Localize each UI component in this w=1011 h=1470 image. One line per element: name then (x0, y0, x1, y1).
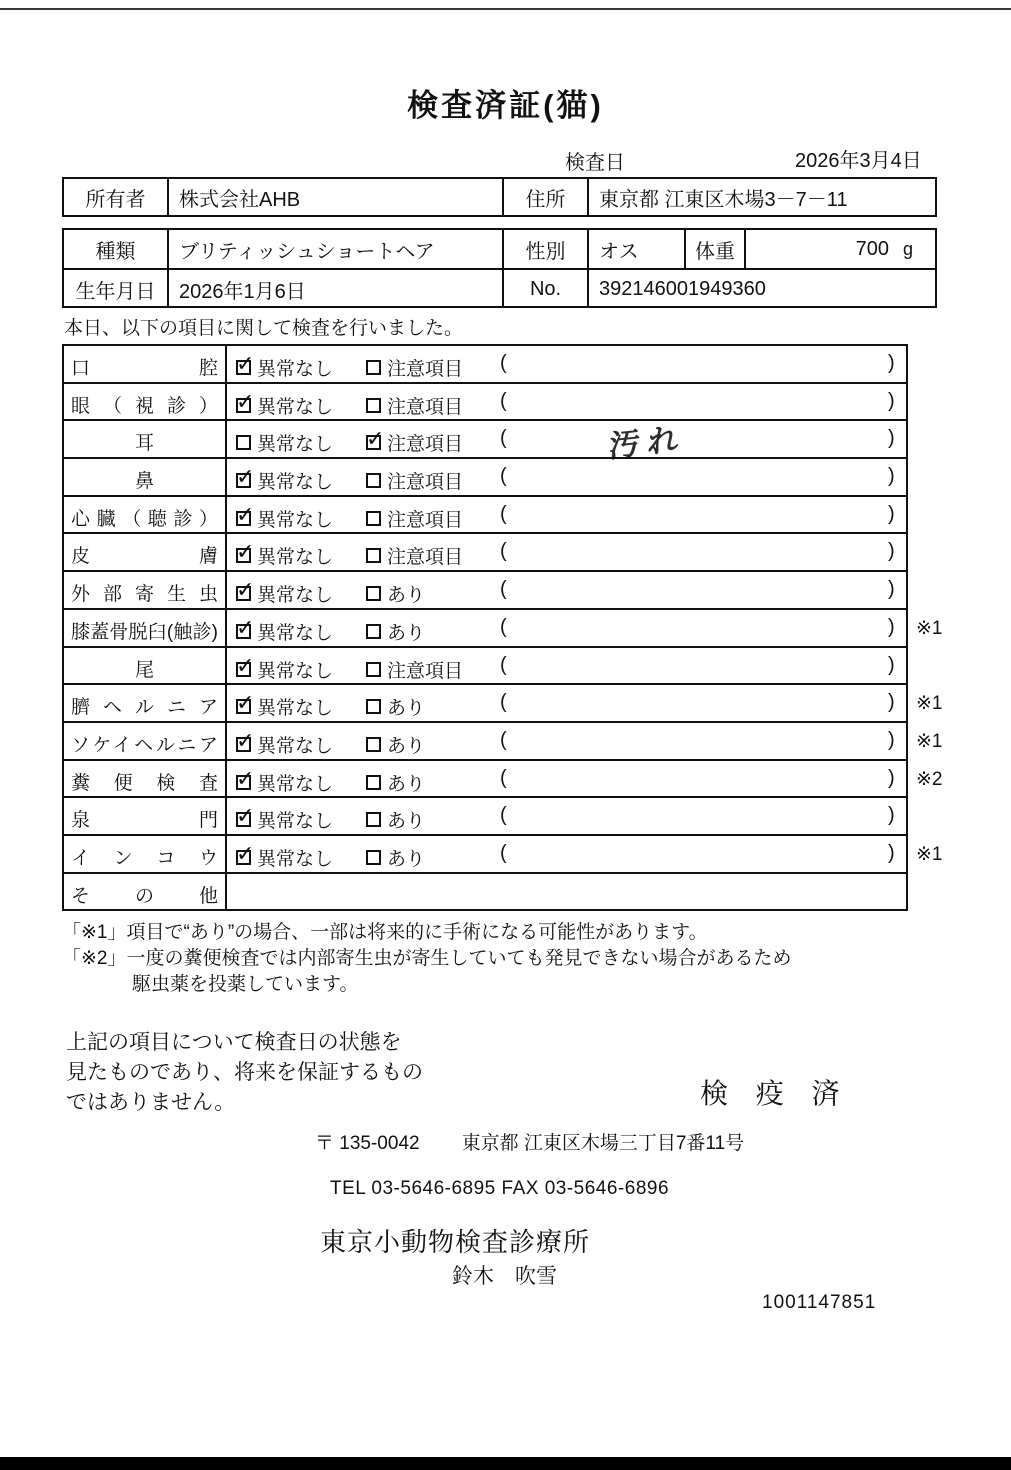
check-mark-icon: ✓ (236, 577, 255, 603)
pet-info-row-1 (64, 230, 935, 268)
checklist-item-label: 耳 (64, 421, 227, 457)
checklist-item-label: 膝蓋骨脱臼(触診) (64, 610, 227, 646)
checkbox-checked-icon (236, 727, 255, 753)
unchecked-checkbox-group (366, 769, 425, 796)
checkbox-empty-icon (366, 662, 381, 677)
checklist-row (64, 459, 906, 497)
checklist-row (64, 798, 906, 836)
checkbox-label: あり (387, 735, 426, 757)
unchecked-checkbox-group (366, 806, 425, 833)
checklist-row (64, 346, 906, 384)
checked-checkbox-group (236, 351, 334, 381)
close-paren: ) (888, 427, 895, 450)
checkbox-checked-icon (366, 426, 385, 452)
checked-checkbox-group (236, 501, 334, 532)
checked-checkbox-group (366, 426, 464, 456)
checkbox-label: 異常なし (257, 660, 334, 682)
close-paren: ) (888, 502, 895, 525)
checklist-item-label: 外部寄生虫 (64, 572, 227, 608)
unchecked-checkbox-group (366, 580, 425, 607)
page-title: 検査済証(猫) (407, 88, 604, 123)
checklist-row (64, 534, 906, 572)
checkbox-label: 異常なし (257, 773, 334, 795)
checklist-row (64, 610, 943, 648)
checkbox-checked-icon (236, 690, 255, 716)
clinic-name: 東京小動物検査診療所 (320, 1227, 591, 1257)
checklist-item-label: 尾 (64, 648, 227, 684)
close-paren: ) (888, 578, 895, 601)
unchecked-checkbox-group (366, 542, 463, 569)
checklist-row (64, 685, 943, 723)
unchecked-checkbox-group (366, 467, 463, 494)
checklist-item-label: 口腔 (64, 346, 227, 382)
close-paren: ) (888, 540, 895, 563)
checkbox-label: 注意項目 (387, 434, 464, 456)
checked-checkbox-group (236, 577, 334, 607)
checked-checkbox-group (236, 765, 334, 796)
checkbox-label: 注意項目 (387, 472, 464, 494)
footnote-ref: ※1 (916, 617, 943, 639)
checklist-row (64, 572, 906, 610)
owner-label: 所有者 (85, 188, 146, 211)
checked-checkbox-group (236, 840, 334, 871)
sex-label: 性別 (502, 230, 587, 268)
check-mark-icon: ✓ (236, 351, 255, 376)
checklist-item-label: ソケイヘルニア (64, 723, 227, 759)
serial-number: 1001147851 (762, 1292, 877, 1313)
breed-value: ブリティッシュショートヘア (167, 230, 502, 268)
weight-label: 体重 (684, 230, 744, 268)
microchip-no-value: 392146001949360 (587, 270, 935, 308)
open-paren: ( (500, 389, 507, 412)
disclaimer-line-3: ではありません。 (66, 1091, 236, 1114)
checkbox-label: 異常なし (257, 509, 334, 531)
checklist-item-label: 臍ヘルニア (64, 685, 227, 721)
check-mark-icon: ✓ (236, 803, 255, 829)
tel-fax-line: TEL 03-5646-6895 FAX 03-5646-6896 (330, 1178, 670, 1199)
checklist-table (62, 344, 943, 911)
weight-unit: g (902, 238, 913, 259)
unchecked-checkbox-group (366, 618, 425, 645)
open-paren: ( (500, 766, 507, 789)
check-mark-icon: ✓ (236, 765, 255, 791)
checklist-row (64, 384, 906, 422)
checkbox-empty-icon (366, 360, 381, 375)
open-paren: ( (500, 804, 507, 827)
handwritten-note: 汚れ (607, 421, 688, 466)
check-mark-icon: ✓ (236, 539, 255, 565)
veterinarian-name: 鈴木 吹雪 (452, 1265, 557, 1288)
checklist-item-label: 泉門 (64, 798, 227, 834)
checkbox-checked-icon (236, 803, 255, 829)
checklist-item-label: 眼（視診） (64, 384, 227, 420)
checked-checkbox-group (236, 464, 334, 494)
weight-value-cell (744, 230, 935, 268)
checklist-row (64, 421, 906, 466)
checkbox-empty-icon (366, 812, 381, 827)
check-mark-icon: ✓ (236, 652, 255, 678)
quarantine-passed-stamp: 検 疫 済 (700, 1078, 850, 1109)
checked-checkbox-group (236, 727, 334, 758)
open-paren: ( (500, 427, 507, 450)
checklist-item-label: 心臓（聴診） (64, 497, 227, 533)
inspection-date-label: 検査日 (565, 152, 625, 174)
footnote-ref: ※1 (916, 693, 943, 715)
close-paren: ) (888, 465, 895, 488)
checkbox-empty-icon (366, 775, 381, 790)
checked-checkbox-group (236, 652, 334, 683)
checkbox-checked-icon (236, 614, 255, 640)
clinic-address-line (315, 1128, 744, 1155)
open-paren: ( (500, 352, 507, 374)
footnote-ref: ※1 (916, 730, 943, 752)
open-paren: ( (500, 502, 507, 525)
checkbox-checked-icon (236, 840, 255, 866)
checkbox-label: 異常なし (257, 396, 334, 418)
intro-text: 本日、以下の項目に関して検査を行いました。 (64, 318, 464, 339)
check-mark-icon: ✓ (236, 727, 255, 753)
checkbox-checked-icon (236, 351, 255, 376)
checkbox-label: 異常なし (257, 434, 334, 456)
checkbox-checked-icon (236, 464, 255, 490)
checkbox-label: 注意項目 (387, 359, 464, 380)
footnote-2-continued: 駆虫薬を投薬しています。 (132, 974, 359, 995)
unchecked-checkbox-group (366, 505, 463, 532)
checklist-row (64, 648, 906, 686)
checkbox-checked-icon (236, 501, 255, 527)
checklist-row (64, 874, 906, 912)
footnote-ref: ※1 (916, 843, 943, 865)
close-paren: ) (888, 691, 895, 714)
disclaimer-line-1: 上記の項目について検査日の状態を (66, 1031, 402, 1054)
checkbox-label: 異常なし (257, 848, 334, 870)
checklist-row (64, 761, 943, 799)
checkbox-checked-icon (236, 652, 255, 678)
checkbox-label: 異常なし (257, 547, 334, 569)
check-mark-icon: ✓ (236, 501, 255, 527)
footnote-2: 「※2」一度の糞便検査では内部寄生虫が寄生していても発見できない場合があるため (62, 948, 792, 969)
checked-checkbox-group (236, 614, 334, 645)
birthdate-label: 生年月日 (75, 280, 156, 303)
checkbox-label: 異常なし (257, 811, 334, 833)
checkbox-label: 注意項目 (387, 547, 464, 569)
check-mark-icon: ✓ (236, 464, 255, 490)
close-paren: ) (888, 766, 895, 789)
checkbox-empty-icon (366, 624, 381, 639)
address-label: 住所 (502, 179, 587, 215)
clinic-address: 東京都 江東区木場三丁目7番11号 (461, 1133, 745, 1154)
birthdate-value: 2026年1月6日 (167, 270, 502, 308)
open-paren: ( (500, 465, 507, 488)
checkbox-empty-icon (366, 850, 381, 865)
checkbox-label: 異常なし (257, 585, 334, 607)
unchecked-checkbox-group (366, 844, 425, 871)
checklist-item-label: 鼻 (64, 459, 227, 495)
checkbox-label: 異常なし (257, 698, 334, 720)
checkbox-empty-icon (366, 548, 381, 563)
unchecked-checkbox-group (366, 693, 425, 720)
unchecked-checkbox-group (366, 392, 463, 419)
open-paren: ( (500, 653, 507, 676)
unchecked-checkbox-group (366, 731, 425, 758)
breed-label: 種類 (95, 240, 136, 263)
address-value: 東京都 江東区木場3－7－11 (587, 179, 935, 215)
checkbox-label: 異常なし (257, 622, 334, 644)
checklist-item-label: 皮膚 (64, 534, 227, 570)
disclaimer-line-2: 見たものであり、将来を保証するもの (66, 1061, 423, 1084)
checkbox-empty-icon (366, 586, 381, 601)
checked-checkbox-group (236, 690, 334, 720)
disclaimer-text (66, 1028, 423, 1118)
open-paren: ( (500, 841, 507, 864)
checkbox-empty-icon (236, 435, 251, 450)
checklist-row (64, 723, 943, 761)
close-paren: ) (888, 804, 895, 827)
sex-value: オス (587, 230, 684, 268)
scan-edge-top (0, 8, 1011, 10)
checkbox-label: 異常なし (257, 359, 334, 380)
checkbox-checked-icon (236, 539, 255, 565)
microchip-no-label: No. (502, 270, 587, 308)
check-mark-icon: ✓ (236, 690, 255, 716)
scan-edge-bottom (0, 1457, 1011, 1470)
check-mark-icon: ✓ (236, 840, 255, 866)
close-paren: ) (888, 653, 895, 676)
checkbox-empty-icon (366, 511, 381, 526)
checkbox-label: 注意項目 (387, 660, 464, 682)
unchecked-checkbox-group (236, 429, 333, 456)
checkbox-label: 注意項目 (387, 396, 464, 418)
pet-info-row-2 (64, 268, 935, 306)
checklist-row (64, 836, 943, 874)
open-paren: ( (500, 691, 507, 714)
checkbox-label: あり (387, 698, 426, 720)
checkbox-label: あり (387, 622, 426, 644)
open-paren: ( (500, 728, 507, 751)
checkbox-checked-icon (236, 388, 255, 414)
checked-checkbox-group (236, 803, 334, 833)
checked-checkbox-group (236, 539, 334, 569)
checklist-item-label: その他 (64, 874, 227, 910)
checklist-item-label: 糞便検査 (64, 761, 227, 797)
checkbox-checked-icon (236, 765, 255, 791)
check-mark-icon: ✓ (366, 426, 385, 452)
checkbox-label: あり (387, 773, 426, 795)
inspection-date-value: 2026年3月4日 (795, 150, 922, 172)
unchecked-checkbox-group (366, 354, 463, 381)
check-mark-icon: ✓ (236, 614, 255, 640)
check-mark-icon: ✓ (236, 388, 255, 414)
weight-value: 700 (855, 237, 889, 260)
checklist-row (64, 497, 906, 535)
checkbox-empty-icon (366, 737, 381, 752)
checkbox-label: あり (387, 848, 426, 870)
open-paren: ( (500, 540, 507, 563)
checked-checkbox-group (236, 388, 334, 419)
open-paren: ( (500, 578, 507, 601)
close-paren: ) (888, 728, 895, 751)
footnote-1: 「※1」項目で“あり”の場合、一部は将来的に手術になる可能性があります。 (62, 922, 708, 943)
checkbox-empty-icon (366, 699, 381, 714)
checkbox-label: あり (387, 811, 426, 833)
close-paren: ) (888, 841, 895, 864)
close-paren: ) (888, 352, 895, 374)
checkbox-empty-icon (366, 398, 381, 413)
open-paren: ( (500, 615, 507, 638)
postal-code: 〒 135-0042 (315, 1133, 420, 1154)
checkbox-checked-icon (236, 577, 255, 603)
checkbox-label: 異常なし (257, 472, 334, 494)
checkbox-label: あり (387, 585, 426, 607)
footnotes (62, 920, 792, 998)
checkbox-empty-icon (366, 473, 381, 488)
close-paren: ) (888, 615, 895, 638)
footnote-ref: ※2 (916, 768, 943, 790)
owner-value: 株式会社AHB (167, 179, 502, 215)
checklist-item-label: インコウ (64, 836, 227, 872)
close-paren: ) (888, 389, 895, 412)
owner-table (62, 177, 937, 217)
checkbox-label: 注意項目 (387, 509, 464, 531)
unchecked-checkbox-group (366, 656, 463, 683)
checkbox-label: 異常なし (257, 735, 334, 757)
pet-info-table (62, 228, 937, 308)
